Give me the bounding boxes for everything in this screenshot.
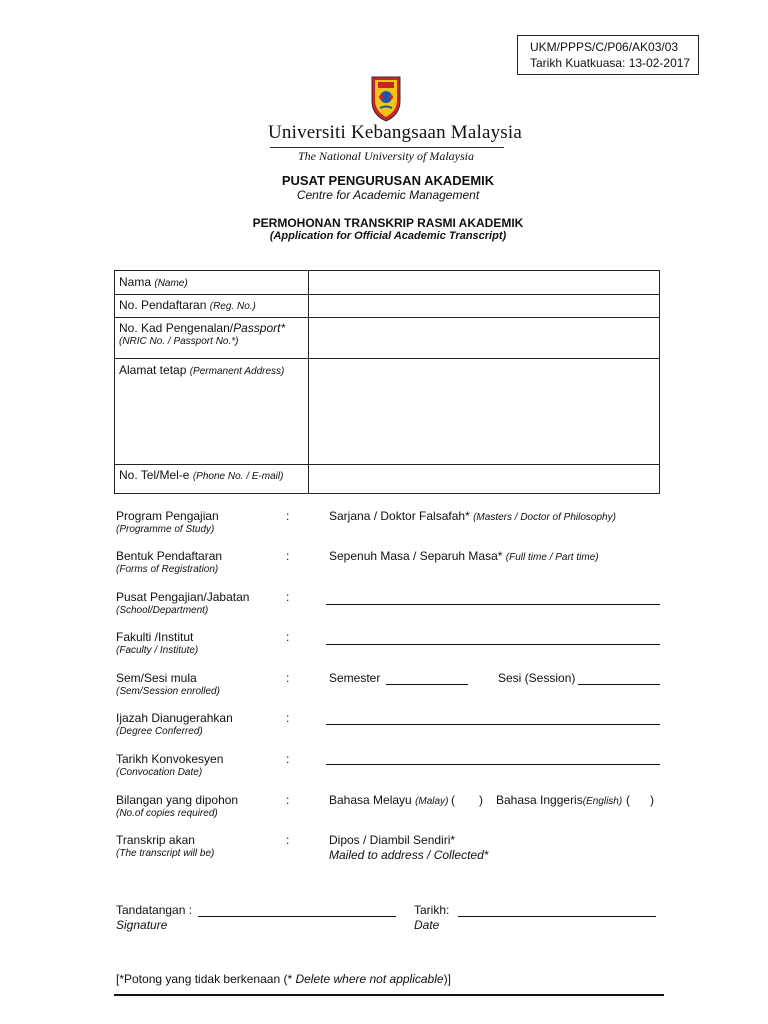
transcript-label: Transkrip akan (The transcript will be) xyxy=(116,833,215,859)
malay-copies-open: ( xyxy=(451,793,455,807)
university-crest-icon xyxy=(368,75,404,123)
convocation-label: Tarikh Konvokesyen (Convocation Date) xyxy=(116,752,224,778)
date-label: Tarikh: Date xyxy=(414,903,450,932)
name-field[interactable] xyxy=(309,271,659,294)
address-label: Alamat tetap (Permanent Address) xyxy=(119,363,285,377)
footer-rule xyxy=(114,994,664,996)
colon: : xyxy=(286,711,290,725)
english-copies-open: ( xyxy=(626,793,630,807)
semester-label: Semester xyxy=(329,671,381,685)
convocation-field[interactable] xyxy=(326,764,660,765)
malay-copies-field[interactable] xyxy=(457,790,477,808)
colon: : xyxy=(286,833,290,847)
semester-field[interactable] xyxy=(386,684,468,685)
degree-label: Ijazah Dianugerahkan (Degree Conferred) xyxy=(116,711,233,737)
date-field[interactable] xyxy=(458,916,656,917)
signature-field[interactable] xyxy=(198,916,396,917)
english-copies-field[interactable] xyxy=(632,790,650,808)
degree-field[interactable] xyxy=(326,724,660,725)
session-label: Sesi (Session) xyxy=(498,671,576,685)
copies-label: Bilangan yang dipohon (No.of copies required) xyxy=(116,793,239,819)
malay-copies-label: Bahasa Melayu (Malay) xyxy=(329,793,449,807)
footnote: [*Potong yang tidak berkenaan (* Delete where not applicable)] xyxy=(116,972,451,986)
registration-options[interactable]: Sepenuh Masa / Separuh Masa* (Full time / Part time) xyxy=(329,549,599,563)
name-label: Nama (Name) xyxy=(119,275,188,289)
colon: : xyxy=(286,549,290,563)
programme-label: Program Pengajian (Programme of Study) xyxy=(116,509,219,535)
centre-title: PUSAT PENGURUSAN AKADEMIK xyxy=(281,173,495,188)
centre-subtitle: Centre for Academic Management xyxy=(296,188,480,202)
english-copies-close: ) xyxy=(650,793,654,807)
school-field[interactable] xyxy=(326,604,660,605)
address-field[interactable] xyxy=(309,359,659,464)
colon: : xyxy=(286,793,290,807)
form-title: PERMOHONAN TRANSKRIP RASMI AKADEMIK xyxy=(252,216,524,230)
colon: : xyxy=(286,590,290,604)
document-reference-box xyxy=(517,35,699,75)
phone-email-label: No. Tel/Mel-e (Phone No. / E-mail) xyxy=(119,468,284,482)
faculty-label: Fakulti /Institut (Faculty / Institute) xyxy=(116,630,199,656)
ic-passport-field[interactable] xyxy=(309,318,659,358)
faculty-field[interactable] xyxy=(326,644,660,645)
semester-session-label: Sem/Sesi mula (Sem/Session enrolled) xyxy=(116,671,220,697)
colon: : xyxy=(286,630,290,644)
form-subtitle: (Application for Official Academic Transcript) xyxy=(269,230,507,242)
ic-passport-label: No. Kad Pengenalan/Passport* (NRIC No. / Passport No.*) xyxy=(119,321,286,347)
programme-options[interactable]: Sarjana / Doktor Falsafah* (Masters / Doctor of Philosophy) xyxy=(329,509,616,523)
document-code: UKM/PPPS/C/P06/AK03/03 xyxy=(530,40,679,54)
university-name: Universiti Kebangsaan Malaysia xyxy=(268,122,522,143)
divider xyxy=(270,147,504,148)
reg-no-field[interactable] xyxy=(309,295,659,317)
effective-date: Tarikh Kuatkuasa: 13-02-2017 xyxy=(530,56,691,70)
transcript-options[interactable]: Dipos / Diambil Sendiri* Mailed to address / Collected* xyxy=(329,833,489,862)
registration-label: Bentuk Pendaftaran (Forms of Registration) xyxy=(116,549,223,575)
reg-no-label: No. Pendaftaran (Reg. No.) xyxy=(119,298,256,312)
colon: : xyxy=(286,509,290,523)
school-label: Pusat Pengajian/Jabatan (School/Department) xyxy=(116,590,250,616)
colon: : xyxy=(286,671,290,685)
phone-email-field[interactable] xyxy=(309,465,659,493)
university-subtitle: The National University of Malaysia xyxy=(298,149,474,163)
english-copies-label: Bahasa Inggeris(English) xyxy=(496,793,623,807)
session-field[interactable] xyxy=(578,684,660,685)
personal-details-table xyxy=(114,270,660,494)
signature-label: Tandatangan : Signature xyxy=(116,903,193,932)
colon: : xyxy=(286,752,290,766)
malay-copies-close: ) xyxy=(479,793,483,807)
